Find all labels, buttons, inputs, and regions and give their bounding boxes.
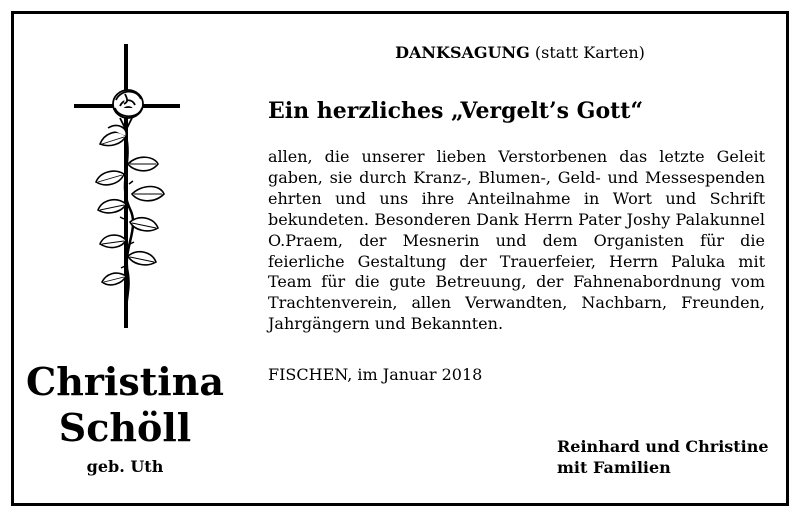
maiden-name: geb. Uth xyxy=(86,457,164,476)
deceased-first-name: Christina xyxy=(26,359,224,404)
notice-header xyxy=(270,43,770,62)
thank-you-text: allen, die unserer lieben Verstorbenen das letzte Geleit gaben, sie durch Kranz-, Blumen-, Geld- und Messespenden ehrten und uns ihre Anteilnahme in Wort und Schrift bekundeten. Besonderen Dank Herrn Pater Joshy Palakunnel O.Praem, der Mesnerin und dem Organisten für die feierliche Gestaltung der Trauerfeier, Herrn Paluka mit Team für die gute Betreuung, der Fahnenabordnung vom Trachtenverein, allen Verwandten, Nachbarn, Freunden, Jahrgängern und Bekannten. xyxy=(268,147,765,334)
signature-line-1: Reinhard und Christine xyxy=(557,437,769,456)
place-date: FISCHEN, im Januar 2018 xyxy=(268,365,483,384)
signature xyxy=(557,436,769,478)
header-title: DANKSAGUNG xyxy=(395,43,530,62)
cross-with-rose-icon xyxy=(68,44,186,328)
header-subtitle: (statt Karten) xyxy=(529,43,645,62)
signature-line-2: mit Familien xyxy=(557,458,671,477)
headline: Ein herzliches „Vergelt’s Gott“ xyxy=(268,98,644,124)
deceased-last-name: Schöll xyxy=(58,405,192,450)
